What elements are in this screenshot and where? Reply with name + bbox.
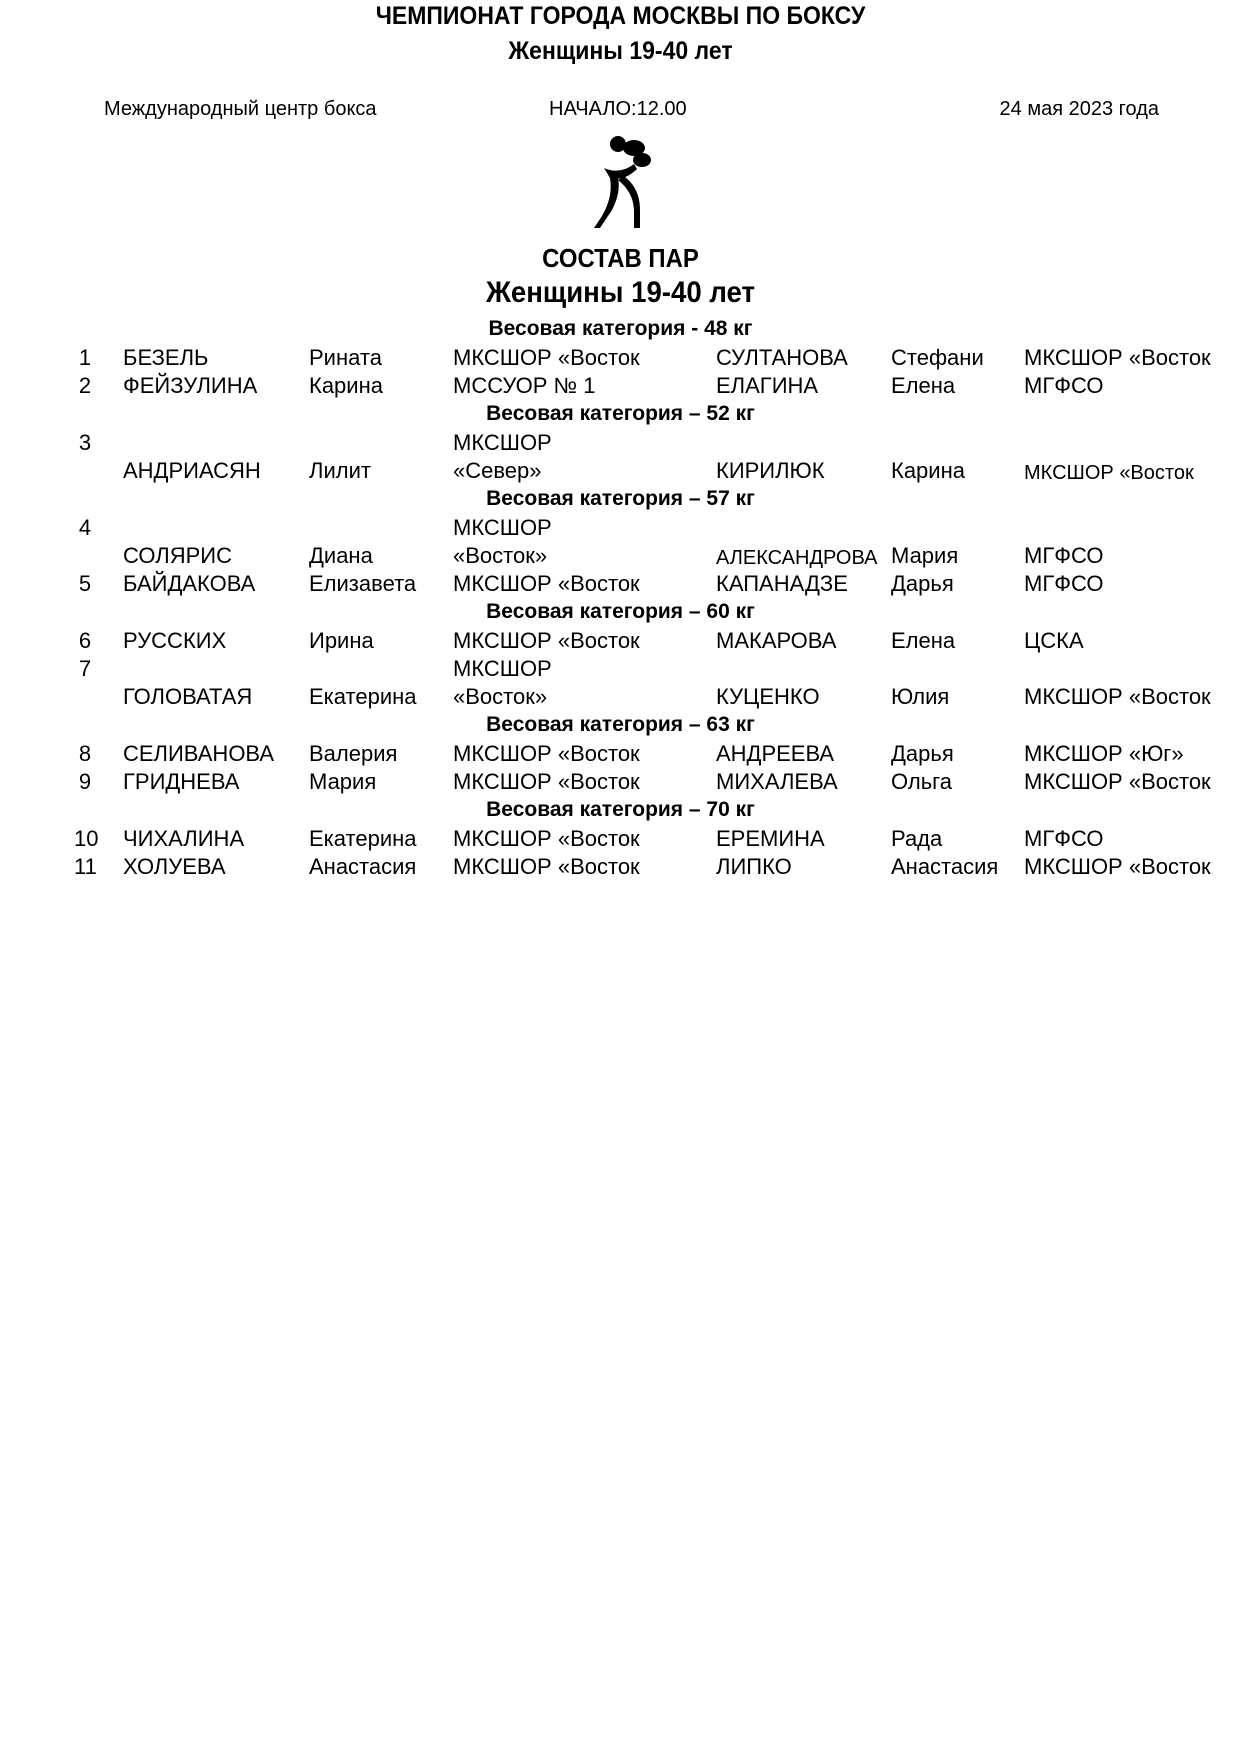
red-corner-club: МКСШОР «Восток xyxy=(453,741,640,766)
red-corner-surname: ГРИДНЕВА xyxy=(123,769,240,794)
red-corner-club: МКСШОР «Восток xyxy=(453,854,640,879)
red-corner-club: МКСШОР xyxy=(453,430,552,455)
blue-corner-club: МГФСО xyxy=(1024,373,1104,398)
blue-corner-surname: КАПАНАДЗЕ xyxy=(716,571,848,596)
red-corner-surname: ГОЛОВАТАЯ xyxy=(123,684,253,709)
red-corner-club: МКСШОР «Восток xyxy=(453,826,640,851)
blue-corner-surname: МИХАЛЕВА xyxy=(716,769,838,794)
blue-corner-club: МКСШОР «Восток xyxy=(1024,769,1211,794)
blue-corner-club: МКСШОР «Юг» xyxy=(1024,741,1184,766)
section-heading: СОСТАВ ПАР xyxy=(542,243,699,273)
red-corner-club: МКСШОР «Восток xyxy=(453,769,640,794)
red-corner-surname: ЧИХАЛИНА xyxy=(123,826,245,851)
blue-corner-surname: ЛИПКО xyxy=(716,854,792,879)
blue-corner-surname: АЛЕКСАНДРОВА xyxy=(716,547,878,569)
blue-corner-name: Анастасия xyxy=(891,854,999,879)
red-corner-name: Екатерина xyxy=(309,684,417,709)
pair-number: 9 xyxy=(78,769,92,794)
red-corner-name: Екатерина xyxy=(309,826,417,851)
blue-corner-surname: СУЛТАНОВА xyxy=(716,345,848,370)
pair-number: 10 xyxy=(74,826,99,851)
red-corner-name: Елизавета xyxy=(309,571,417,596)
red-corner-club: МКСШОР «Восток xyxy=(453,628,640,653)
weight-category-header: Весовая категория – 52 кг xyxy=(486,402,755,425)
boxer-pictogram-icon xyxy=(590,134,670,230)
weight-category-header: Весовая категория - 48 кг xyxy=(488,317,753,340)
blue-corner-surname: КУЦЕНКО xyxy=(716,684,820,709)
venue-text: Международный центр бокса xyxy=(104,98,377,120)
pair-number: 11 xyxy=(74,854,97,879)
red-corner-surname: ХОЛУЕВА xyxy=(123,854,226,879)
red-corner-club: МКСШОР «Восток xyxy=(453,345,640,370)
blue-corner-club: МГФСО xyxy=(1024,826,1104,851)
red-corner-club: МССУОР № 1 xyxy=(453,373,596,398)
red-corner-surname: АНДРИАСЯН xyxy=(123,458,261,483)
red-corner-club-line2: «Север» xyxy=(453,458,542,483)
red-corner-club: МКСШОР xyxy=(453,656,552,681)
blue-corner-club: МКСШОР «Восток xyxy=(1024,345,1211,370)
red-corner-name: Ирина xyxy=(309,628,374,653)
red-corner-surname: СЕЛИВАНОВА xyxy=(123,741,275,766)
pair-number: 8 xyxy=(78,741,92,766)
red-corner-surname: СОЛЯРИС xyxy=(123,543,232,568)
blue-corner-club: МКСШОР «Восток xyxy=(1024,684,1211,709)
pair-number: 3 xyxy=(78,430,92,455)
blue-corner-name: Рада xyxy=(891,826,943,851)
document-subtitle: Женщины 19-40 лет xyxy=(508,37,733,65)
blue-corner-name: Дарья xyxy=(891,571,954,596)
weight-category-header: Весовая категория – 63 кг xyxy=(486,713,755,736)
pair-number: 2 xyxy=(78,373,92,398)
blue-corner-surname: МАКАРОВА xyxy=(716,628,837,653)
weight-category-header: Весовая категория – 70 кг xyxy=(486,798,755,821)
blue-corner-name: Карина xyxy=(891,458,965,483)
blue-corner-name: Елена xyxy=(891,628,956,653)
pair-number: 7 xyxy=(78,656,92,681)
red-corner-surname: ФЕЙЗУЛИНА xyxy=(123,373,258,398)
blue-corner-surname: ЕЛАГИНА xyxy=(716,373,819,398)
blue-corner-club: МКСШОР «Восток xyxy=(1024,462,1194,484)
pair-number: 6 xyxy=(78,628,92,653)
pair-number: 4 xyxy=(78,515,92,540)
blue-corner-name: Ольга xyxy=(891,769,952,794)
blue-corner-name: Елена xyxy=(891,373,956,398)
red-corner-name: Валерия xyxy=(309,741,398,766)
blue-corner-name: Мария xyxy=(891,543,959,568)
weight-category-header: Весовая категория – 57 кг xyxy=(486,487,755,510)
blue-corner-club: МКСШОР «Восток xyxy=(1024,854,1211,879)
blue-corner-name: Стефани xyxy=(891,345,984,370)
red-corner-name: Карина xyxy=(309,373,383,398)
red-corner-name: Мария xyxy=(309,769,377,794)
blue-corner-club: МГФСО xyxy=(1024,543,1104,568)
red-corner-surname: РУССКИХ xyxy=(123,628,227,653)
pair-number: 1 xyxy=(78,345,92,370)
blue-corner-club: ЦСКА xyxy=(1024,628,1084,653)
red-corner-name: Анастасия xyxy=(309,854,417,879)
red-corner-club-line2: «Восток» xyxy=(453,684,548,709)
start-time-text: НАЧАЛО:12.00 xyxy=(549,98,687,120)
red-corner-name: Рината xyxy=(309,345,382,370)
blue-corner-surname: ЕРЕМИНА xyxy=(716,826,825,851)
red-corner-surname: БАЙДАКОВА xyxy=(123,571,256,596)
blue-corner-name: Юлия xyxy=(891,684,950,709)
blue-corner-surname: АНДРЕЕВА xyxy=(716,741,835,766)
weight-category-header: Весовая категория – 60 кг xyxy=(486,600,755,623)
red-corner-club: МКСШОР «Восток xyxy=(453,571,640,596)
red-corner-name: Диана xyxy=(309,543,373,568)
blue-corner-name: Дарья xyxy=(891,741,954,766)
red-corner-club: МКСШОР xyxy=(453,515,552,540)
event-date-text: 24 мая 2023 года xyxy=(999,98,1159,120)
document-title: ЧЕМПИОНАТ ГОРОДА МОСКВЫ ПО БОКСУ xyxy=(375,2,866,30)
blue-corner-club: МГФСО xyxy=(1024,571,1104,596)
section-group: Женщины 19-40 лет xyxy=(485,276,756,309)
red-corner-surname: БЕЗЕЛЬ xyxy=(123,345,209,370)
red-corner-name: Лилит xyxy=(309,458,371,483)
blue-corner-surname: КИРИЛЮК xyxy=(716,458,825,483)
red-corner-club-line2: «Восток» xyxy=(453,543,548,568)
pair-number: 5 xyxy=(78,571,92,596)
